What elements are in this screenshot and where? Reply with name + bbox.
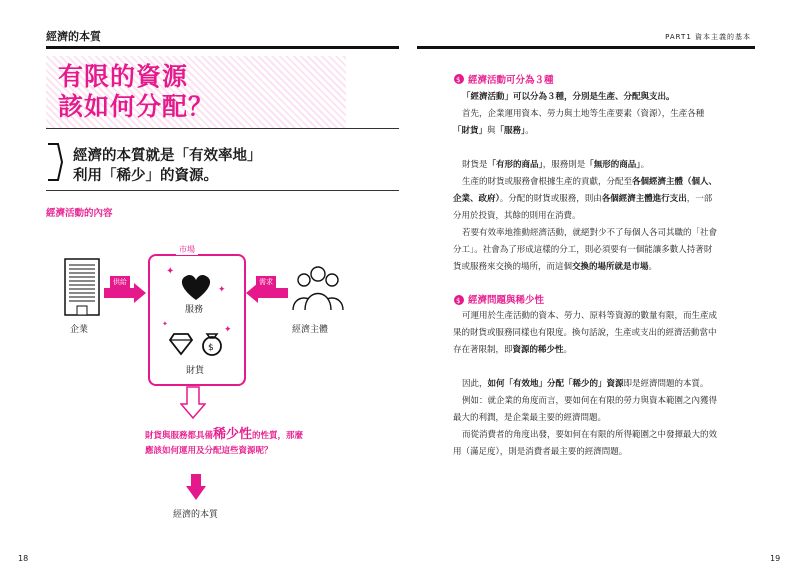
section-heading-scarcity: 經濟問題與稀少性 bbox=[468, 295, 545, 306]
paragraph-1-line-2: 首先，企業運用資本、勞力與土地等生產要素（資源），生產各種 bbox=[462, 109, 705, 119]
paragraph-4-line-1: 可運用於生產活動的資本、勞力、原料等資源的數量有限，而生產成 bbox=[462, 311, 718, 321]
bold-text: 各個經濟主體（個人、 bbox=[632, 177, 718, 187]
diamond-icon bbox=[170, 334, 192, 354]
paragraph-3-line-1: 若要有效率地推動經濟活動，就絕對少不了每個人各司其職的「社會 bbox=[462, 228, 718, 238]
subtitle-line-2: 利用「稀少」的資源。 bbox=[73, 168, 218, 184]
bold-text: 交換的場所就是市場 bbox=[572, 262, 649, 272]
subtitle-rule-top bbox=[46, 128, 399, 129]
heart-icon bbox=[182, 275, 210, 300]
paragraph-3-line-2: 分工」。社會為了形成這樣的分工，則必須要有一個能讓多數人持著財 bbox=[453, 245, 713, 255]
paragraph-2-line-1: 財貨是「有形的商品」，服務則是「無形的商品」。 bbox=[462, 160, 650, 170]
subtitle-line-1: 經濟的本質就是「有效率地」 bbox=[73, 148, 262, 164]
subtitle-rule-bottom bbox=[46, 190, 399, 191]
paragraph-5-line-1: 因此，如何「有效地」分配「稀少的」資源即是經濟問題的本質。 bbox=[462, 379, 709, 389]
economic-actor-label: 經濟主體 bbox=[292, 325, 329, 335]
bold-text: 企業、政府） bbox=[453, 194, 500, 204]
sparkle-icon: ✦ bbox=[218, 285, 226, 295]
scarcity-note bbox=[145, 427, 345, 459]
bold-text: 「無形的商品」 bbox=[585, 160, 641, 170]
running-header-right: PART1 資本主義的基本 bbox=[665, 33, 751, 41]
bold-text: 「服務」 bbox=[495, 126, 526, 136]
services-label: 服務 bbox=[185, 305, 204, 315]
outline-down-arrow-icon bbox=[180, 386, 206, 420]
sparkle-icon: ✦ bbox=[166, 266, 175, 277]
demand-tag: 需求 bbox=[256, 276, 276, 288]
bold-text: 「經濟活動」可以分為３種，分別是生產、分配與支出。 bbox=[462, 92, 675, 102]
paragraph-5-line-5: 用（滿足度），則是消費者最主要的經濟問題。 bbox=[453, 447, 628, 457]
paragraph-5-line-4: 而從消費者的角度出發，要如何在有限的所得範圍之中發揮最大的效 bbox=[462, 430, 718, 440]
bag-icon bbox=[453, 72, 465, 84]
running-header-left: 經濟的本質 bbox=[46, 30, 101, 43]
scarcity-note-line2: 應該如何運用及分配這些資源呢？ bbox=[145, 446, 273, 456]
bold-text: 資源的稀少性 bbox=[512, 345, 564, 355]
building-icon bbox=[64, 258, 100, 316]
people-icon bbox=[290, 264, 346, 316]
paragraph-2-line-2: 生產的財貨或服務會根據生產的貢獻，分配至各個經濟主體（個人、 bbox=[462, 177, 718, 187]
bold-text: 各個經濟主體進行支出 bbox=[601, 194, 687, 204]
market-icons bbox=[160, 262, 232, 372]
bold-text: 「有形的商品」 bbox=[487, 160, 543, 170]
paragraph-2-line-4: 分用於投資，其餘的則用在消費。 bbox=[453, 211, 581, 221]
svg-text:$: $ bbox=[456, 297, 461, 305]
scarcity-note-emphasis: 稀少性 bbox=[213, 427, 253, 442]
scarcity-note-part1: 財貨與服務都具備 bbox=[145, 431, 214, 441]
page-number-left: 18 bbox=[18, 554, 29, 563]
header-rule-left bbox=[46, 46, 399, 49]
chevron-bracket-icon bbox=[46, 142, 64, 182]
bold-text: 「財貨」 bbox=[453, 126, 488, 136]
bag-icon bbox=[453, 293, 465, 305]
conclusion-label: 經濟的本質 bbox=[173, 510, 219, 520]
market-label: 市場 bbox=[176, 244, 198, 255]
paragraph-4-line-2: 果的財貨或服務同樣也有限度。換句話說，生產或支出的經濟活動當中 bbox=[453, 328, 717, 338]
svg-text:$: $ bbox=[208, 343, 214, 353]
subtitle bbox=[73, 146, 262, 186]
solid-down-arrow-icon bbox=[186, 474, 206, 500]
section-heading-activities: 經濟活動可分為３種 bbox=[468, 75, 554, 86]
bold-text: 如何「有效地」分配「稀少的」資源 bbox=[487, 379, 624, 389]
page-number-right: 19 bbox=[770, 554, 781, 563]
enterprise-label: 企業 bbox=[70, 325, 89, 335]
paragraph-3-line-3: 貨或服務來交換的場所，而這個交換的場所就是市場。 bbox=[453, 262, 658, 272]
paragraph-5-line-2: 例如：就企業的角度而言，要如何在有限的勞力與資本範圍之內獲得 bbox=[462, 396, 718, 406]
paragraph-1-line-3: 「財貨」與「服務」。 bbox=[453, 126, 534, 136]
title-line-2: 該如何分配？ bbox=[58, 92, 215, 121]
diagram-section-label: 經濟活動的內容 bbox=[46, 208, 113, 219]
goods-label: 財貨 bbox=[186, 366, 205, 376]
page-title bbox=[58, 62, 214, 122]
paragraph-4-line-3: 存在著限制，即資源的稀少性。 bbox=[453, 345, 573, 355]
title-line-1: 有限的資源 bbox=[58, 62, 189, 91]
sparkle-icon: ✦ bbox=[162, 320, 168, 328]
scarcity-note-part2: 的性質，那麼 bbox=[252, 431, 304, 441]
paragraph-5-line-3: 最大的利潤，是企業最主要的經濟問題。 bbox=[453, 413, 607, 423]
paragraph-1-line-1 bbox=[462, 89, 792, 106]
supply-tag: 供給 bbox=[110, 276, 130, 288]
paragraph-2-line-3: 企業、政府）。分配的財貨或服務，則由各個經濟主體進行支出，一部 bbox=[453, 194, 713, 204]
header-rule-right bbox=[417, 46, 755, 49]
svg-text:$: $ bbox=[456, 76, 461, 84]
sparkle-icon: ✦ bbox=[224, 325, 232, 335]
